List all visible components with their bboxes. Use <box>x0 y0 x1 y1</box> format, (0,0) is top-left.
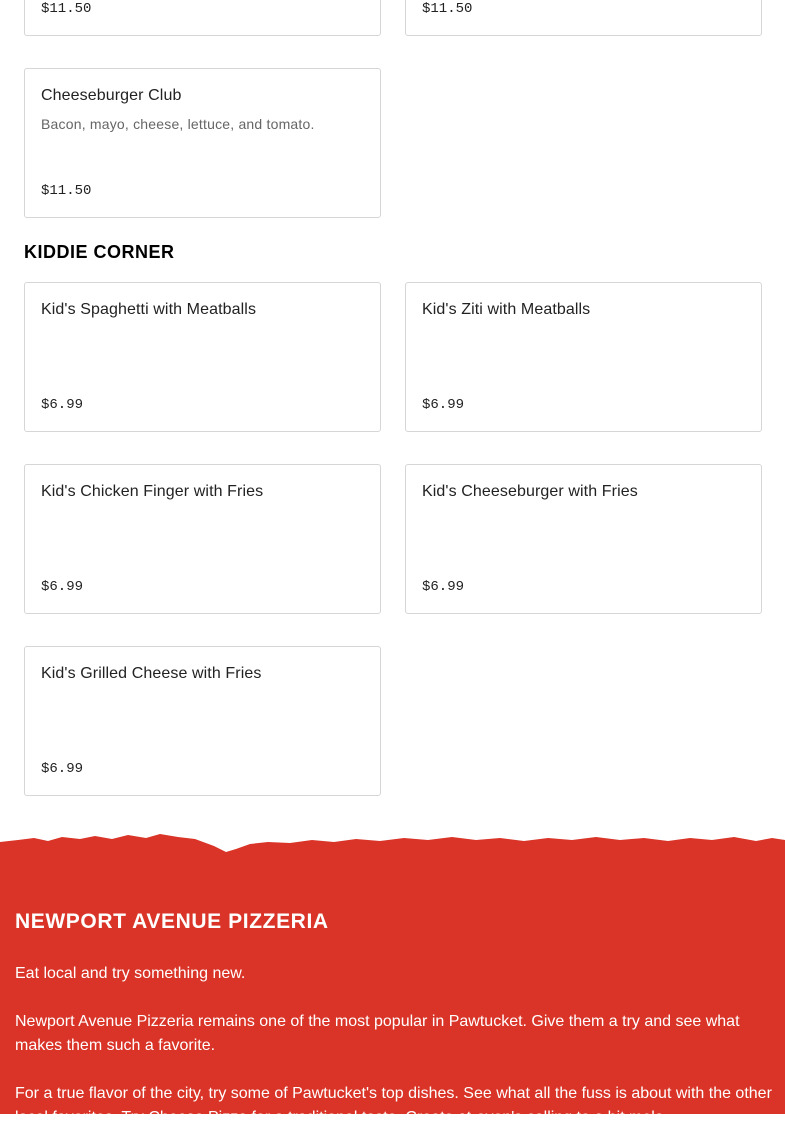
menu-item-price: $11.50 <box>41 183 92 199</box>
menu-item-name: Kid's Ziti with Meatballs <box>422 301 591 318</box>
menu-item-name: Cheeseburger Club <box>41 87 182 104</box>
menu-item-price: $6.99 <box>422 579 465 595</box>
footer-tagline: Eat local and try something new. <box>15 965 246 982</box>
menu-item-card[interactable] <box>405 282 762 432</box>
menu-item-card[interactable] <box>405 0 762 36</box>
menu-item-name: Kid's Grilled Cheese with Fries <box>41 665 262 682</box>
menu-item-price: $6.99 <box>422 397 465 413</box>
menu-item-card[interactable] <box>24 0 381 36</box>
menu-item-card[interactable] <box>405 464 762 614</box>
menu-item-card[interactable] <box>24 464 381 614</box>
menu-item-card[interactable] <box>24 68 381 218</box>
section-title-kiddie-corner: KIDDIE CORNER <box>24 242 175 262</box>
menu-item-card[interactable] <box>24 646 381 796</box>
footer-paragraph: For a true flavor of the city, try some of Pawtucket's top dishes. See what all the fuss is about with the other local favorites. Try Cheese Pizza for a traditional taste. Create at-oven's calling to a bit mela <box>15 1085 772 1126</box>
menu-item-price: $6.99 <box>41 397 84 413</box>
menu-item-name: Kid's Cheeseburger with Fries <box>422 483 638 500</box>
menu-item-name: Kid's Chicken Finger with Fries <box>41 483 264 500</box>
menu-item-price: $11.50 <box>422 1 473 17</box>
footer-title: NEWPORT AVENUE PIZZERIA <box>15 910 329 933</box>
site-footer <box>0 830 785 1126</box>
menu-item-name: Kid's Spaghetti with Meatballs <box>41 301 257 318</box>
menu-item-description: Bacon, mayo, cheese, lettuce, and tomato. <box>41 116 315 132</box>
footer-paragraph: Newport Avenue Pizzeria remains one of the most popular in Pawtucket. Give them a try and see what makes them such a favorite. <box>15 1013 740 1054</box>
menu-item-price: $6.99 <box>41 761 84 777</box>
menu-item-price: $11.50 <box>41 1 92 17</box>
menu-item-price: $6.99 <box>41 579 84 595</box>
menu-item-card[interactable] <box>24 282 381 432</box>
